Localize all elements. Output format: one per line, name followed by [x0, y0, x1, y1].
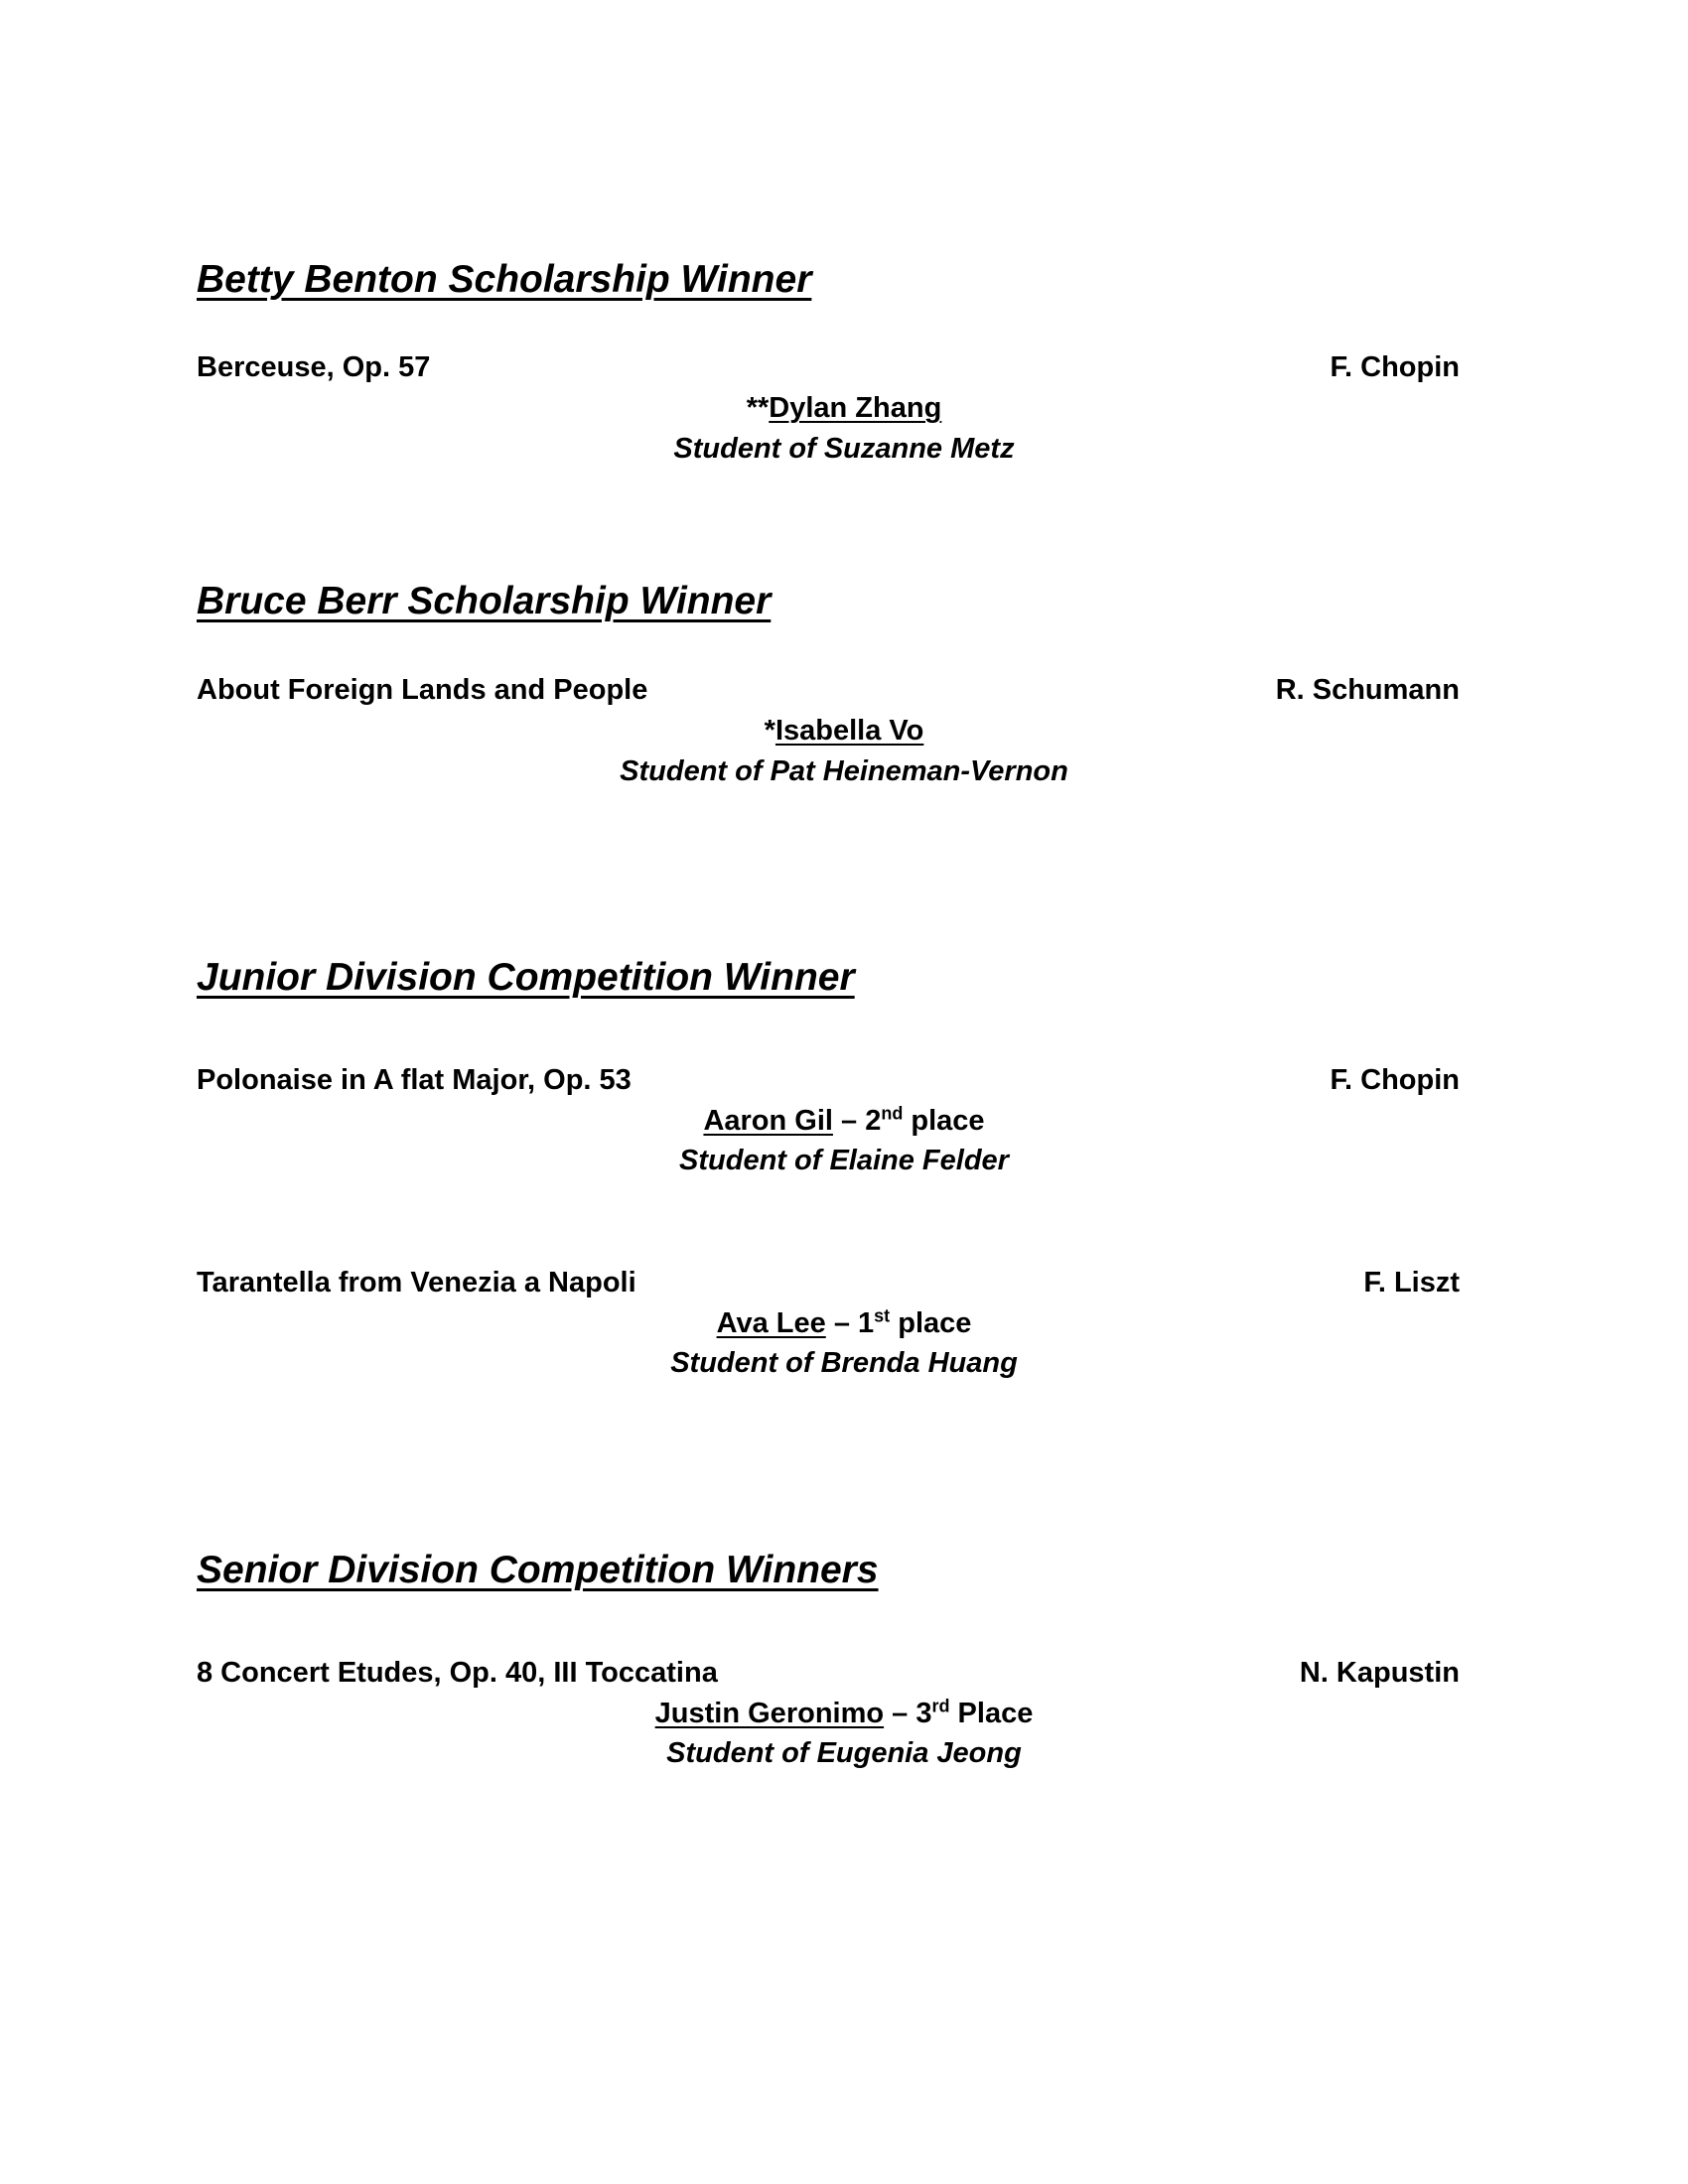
teacher-line: Student of Brenda Huang [670, 1347, 1018, 1379]
place-number: 3 [915, 1698, 932, 1729]
place-word: Place [949, 1698, 1034, 1729]
composer-name: F. Chopin [1330, 351, 1460, 383]
piece-title: About Foreign Lands and People [197, 674, 648, 706]
performer-prefix: * [764, 715, 775, 747]
place-number: 1 [858, 1307, 875, 1339]
composer-name: R. Schumann [1275, 674, 1460, 706]
place-dash: – [832, 1105, 866, 1137]
piece-title: 8 Concert Etudes, Op. 40, III Toccatina [197, 1657, 718, 1689]
performer-line [0, 394, 1688, 423]
piece-title: Tarantella from Venezia a Napoli [197, 1267, 636, 1298]
performer-line [0, 1696, 1688, 1729]
place-ordinal: rd [931, 1696, 950, 1716]
teacher-line: Student of Pat Heineman-Vernon [620, 755, 1068, 787]
place-number: 2 [865, 1105, 882, 1137]
composer-name: F. Liszt [1363, 1267, 1460, 1298]
section-heading-senior-division: Senior Division Competition Winners [197, 1549, 879, 1591]
performer-name: Justin Geronimo [654, 1698, 885, 1729]
performer-line [0, 1305, 1688, 1339]
piece-title: Polonaise in A flat Major, Op. 53 [197, 1064, 632, 1096]
place-dash: – [825, 1307, 859, 1339]
place-ordinal: st [874, 1305, 891, 1326]
section-heading-bruce-berr: Bruce Berr Scholarship Winner [197, 580, 772, 622]
place-word: place [890, 1307, 972, 1339]
teacher-line: Student of Eugenia Jeong [666, 1737, 1022, 1769]
composer-name: F. Chopin [1330, 1064, 1460, 1096]
place-ordinal: nd [881, 1103, 904, 1124]
performer-name: Ava Lee [716, 1307, 826, 1339]
place-dash: – [884, 1698, 916, 1729]
teacher-line: Student of Suzanne Metz [673, 433, 1015, 465]
performer-name: Dylan Zhang [769, 392, 942, 424]
place-word: place [903, 1105, 985, 1137]
composer-name: N. Kapustin [1299, 1657, 1460, 1689]
performer-name: Isabella Vo [774, 715, 924, 747]
teacher-line: Student of Elaine Felder [679, 1145, 1009, 1176]
performer-line [0, 717, 1688, 746]
section-heading-junior-division: Junior Division Competition Winner [197, 956, 855, 999]
performer-prefix: ** [746, 392, 770, 424]
performer-name: Aaron Gil [703, 1105, 833, 1137]
piece-title: Berceuse, Op. 57 [197, 351, 431, 383]
section-heading-betty-benton: Betty Benton Scholarship Winner [197, 258, 812, 301]
performer-line [0, 1103, 1688, 1137]
